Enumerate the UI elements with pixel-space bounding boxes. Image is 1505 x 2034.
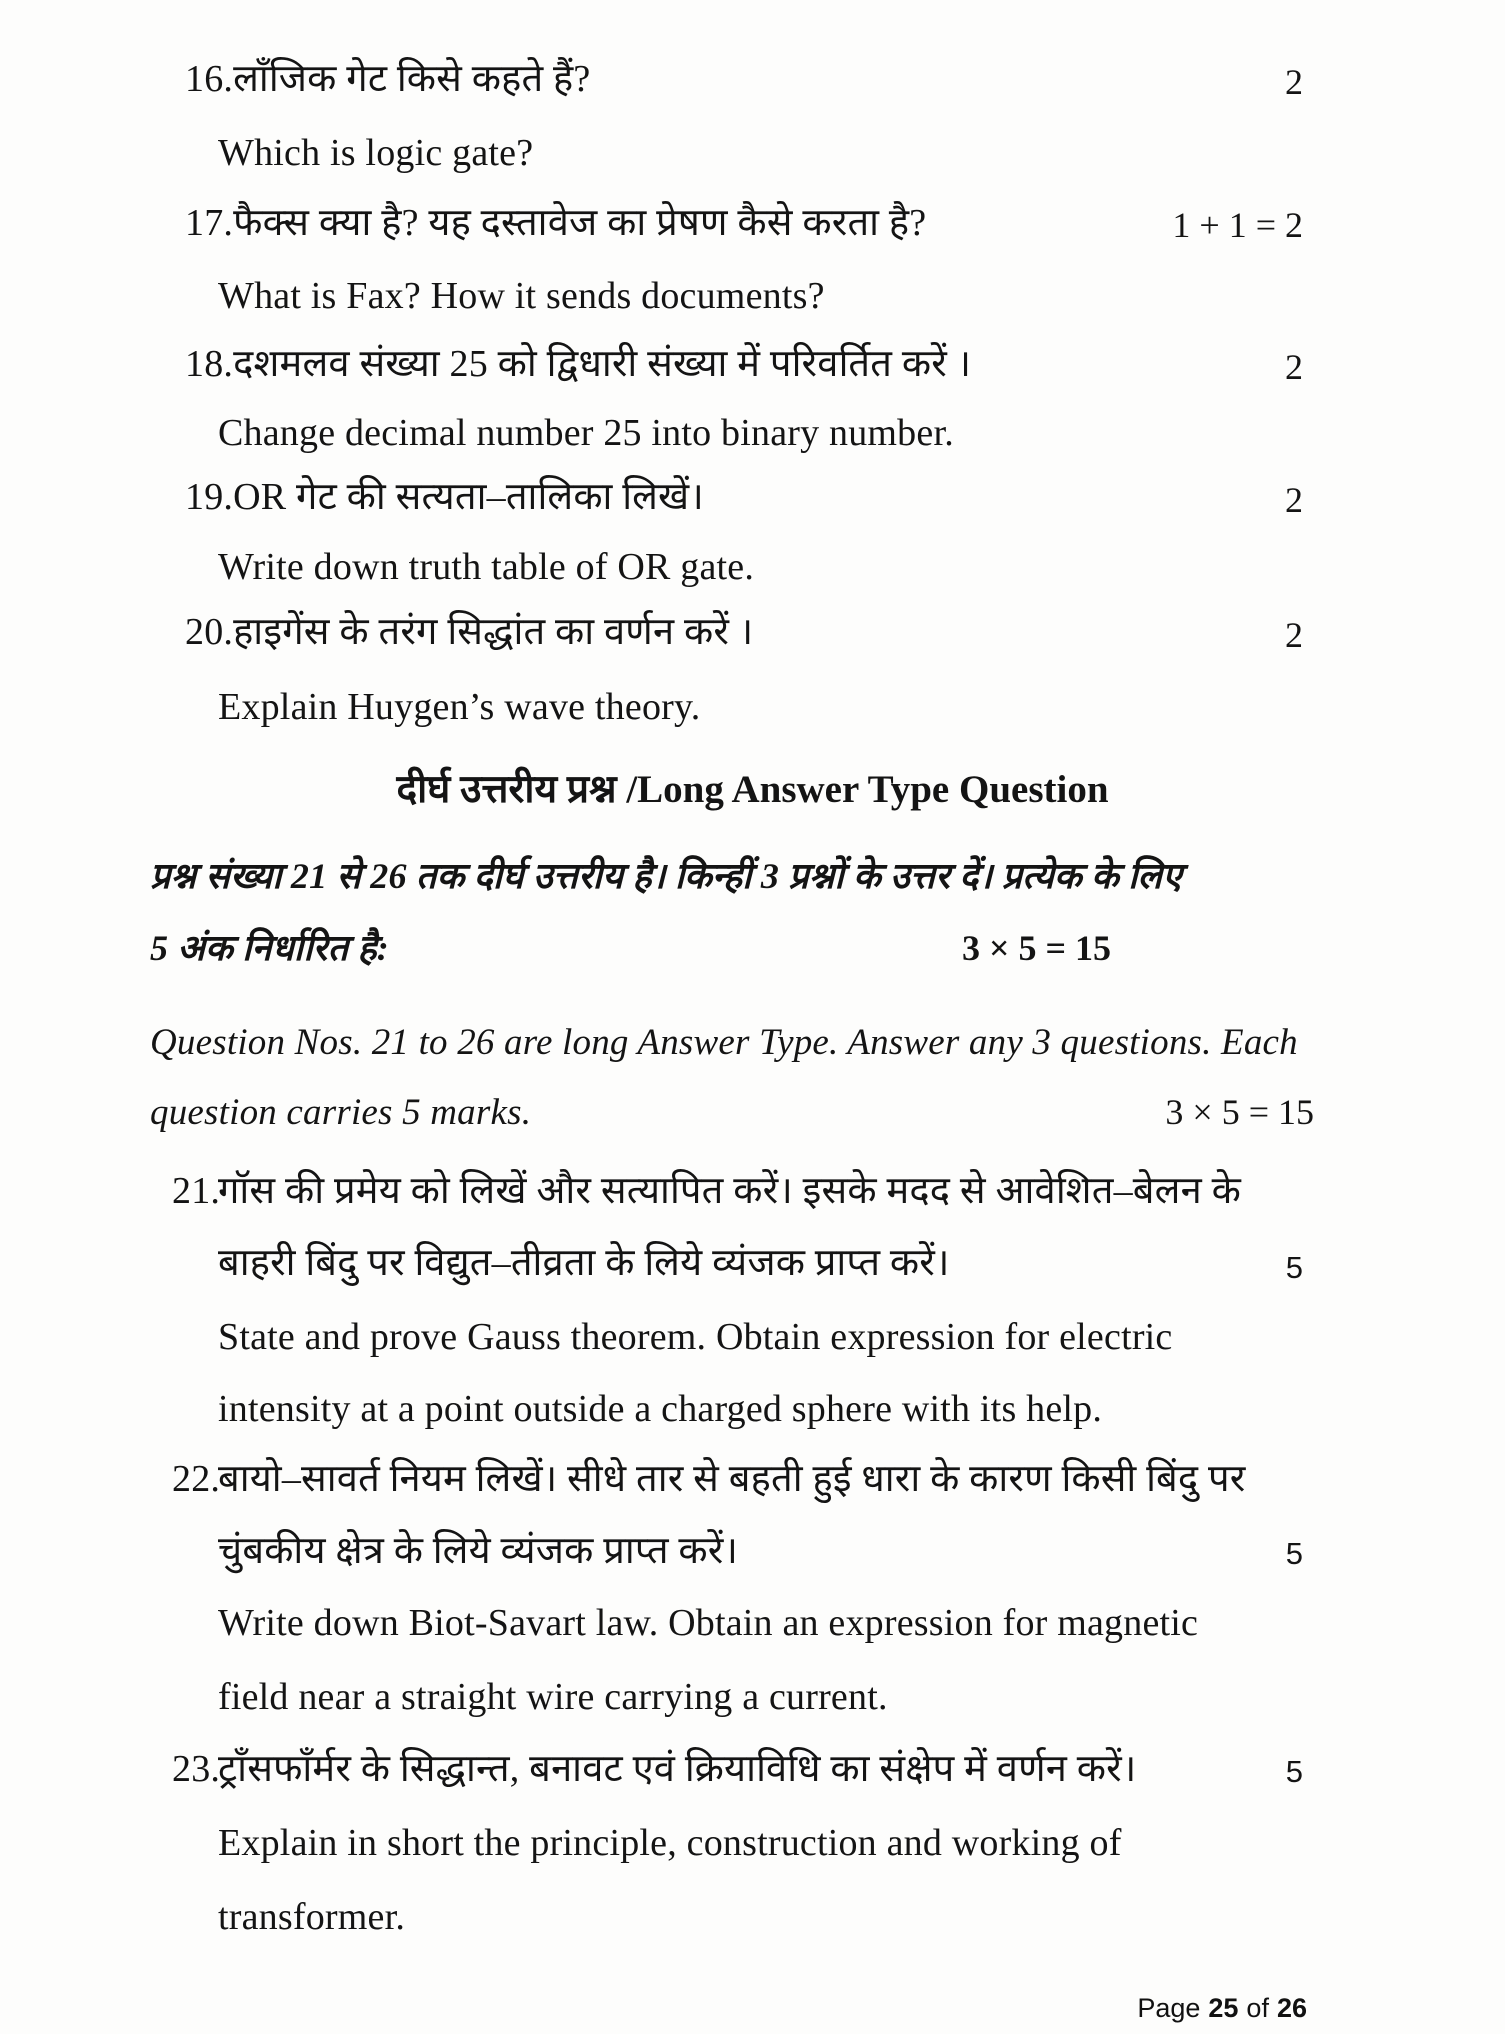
question-23-marks: 5 [1285,1754,1303,1789]
question-17-number: 17. [185,202,234,244]
footer-page-label: Page [1137,1993,1201,2023]
instructions-hindi-line1: प्रश्न संख्या 21 से 26 तक दीर्घ उत्तरीय है। किन्हीं 3 प्रश्नों के उत्तर दें। प्रत्येक के लिए [150,856,1183,896]
question-23-english-line2: transformer. [218,1896,406,1938]
question-23-hindi-line1 [172,1748,1137,1792]
question-21-marks: 5 [1285,1250,1303,1285]
question-20-marks: 2 [1285,615,1303,655]
question-21-english-line2: intensity at a point outside a charged sphere with its help. [218,1388,1103,1430]
instructions-english-marks-formula: 3 × 5 = 15 [1165,1092,1314,1132]
question-18-hindi-text: दशमलव संख्या 25 को द्विधारी संख्या में परिवर्तित करें । [233,343,972,385]
question-16-hindi [185,58,590,102]
question-17-hindi [185,202,926,246]
question-20-hindi [185,611,753,655]
question-18-english: Change decimal number 25 into binary number. [218,412,954,454]
question-16-number: 16. [185,58,234,100]
question-19-marks: 2 [1285,480,1303,520]
question-19-english: Write down truth table of OR gate. [218,546,755,588]
footer-page-total: 26 [1276,1993,1307,2023]
question-23-english-line1: Explain in short the principle, construction and working of [218,1822,1122,1864]
instructions-hindi-marks-formula: 3 × 5 = 15 [962,928,1112,968]
question-22-marks: 5 [1285,1536,1303,1571]
question-19-hindi-text: OR गेट की सत्यता–तालिका लिखें। [233,476,704,518]
question-16-hindi-text: लाँजिक गेट किसे कहते हैं? [233,58,591,100]
question-20-hindi-text: हाइगेंस के तरंग सिद्धांत का वर्णन करें । [233,611,754,653]
question-23-hindi-text1: ट्राँसफाँर्मर के सिद्धान्त, बनावट एवं क्रियाविधि का संक्षेप में वर्णन करें। [218,1748,1137,1790]
footer-of-label: of [1246,1993,1269,2023]
instructions-english-line1: Question Nos. 21 to 26 are long Answer Type. Answer any 3 questions. Each [150,1022,1298,1063]
question-18-number: 18. [185,343,234,385]
question-19-number: 19. [185,476,234,518]
question-21-english-line1: State and prove Gauss theorem. Obtain expression for electric [218,1316,1173,1358]
question-17-hindi-text: फैक्स क्या है? यह दस्तावेज का प्रेषण कैसे करता है? [233,202,927,244]
question-22-hindi-text1: बायो–सावर्त नियम लिखें। सीधे तार से बहती हुई धारा के कारण किसी बिंदु पर [218,1458,1246,1500]
question-23-number: 23. [172,1748,221,1790]
question-20-number: 20. [185,611,234,653]
question-21-number: 21. [172,1170,221,1212]
question-21-hindi-line2: बाहरी बिंदु पर विद्युत–तीव्रता के लिये व्यंजक प्राप्त करें। [218,1242,950,1284]
question-18-marks: 2 [1285,347,1303,387]
question-18-hindi [185,343,971,387]
question-21-hindi-text1: गॉस की प्रमेय को लिखें और सत्यापित करें। इसके मदद से आवेशित–बेलन के [218,1170,1242,1212]
page-footer [1137,1993,1307,2024]
question-22-number: 22. [172,1458,221,1500]
instructions-english-line2: question carries 5 marks. [150,1092,532,1133]
question-22-english-line2: field near a straight wire carrying a current. [218,1676,888,1718]
question-17-marks: 1 + 1 = 2 [1172,205,1303,245]
section-heading: दीर्घ उत्तरीय प्रश्न /Long Answer Type Question [396,768,1109,811]
question-16-english: Which is logic gate? [218,132,534,174]
question-22-hindi-line2: चुंबकीय क्षेत्र के लिये व्यंजक प्राप्त करें। [218,1530,739,1572]
question-22-english-line1: Write down Biot-Savart law. Obtain an expression for magnetic [218,1602,1199,1644]
question-19-hindi [185,476,704,520]
question-16-marks: 2 [1285,62,1303,102]
question-21-hindi-line1 [172,1170,1241,1214]
footer-page-current: 25 [1208,1993,1239,2023]
question-22-hindi-line1 [172,1458,1246,1502]
question-20-english: Explain Huygen’s wave theory. [218,686,701,728]
instructions-hindi-line2: 5 अंक निर्धारित है: [150,928,389,968]
question-17-english: What is Fax? How it sends documents? [218,275,825,317]
